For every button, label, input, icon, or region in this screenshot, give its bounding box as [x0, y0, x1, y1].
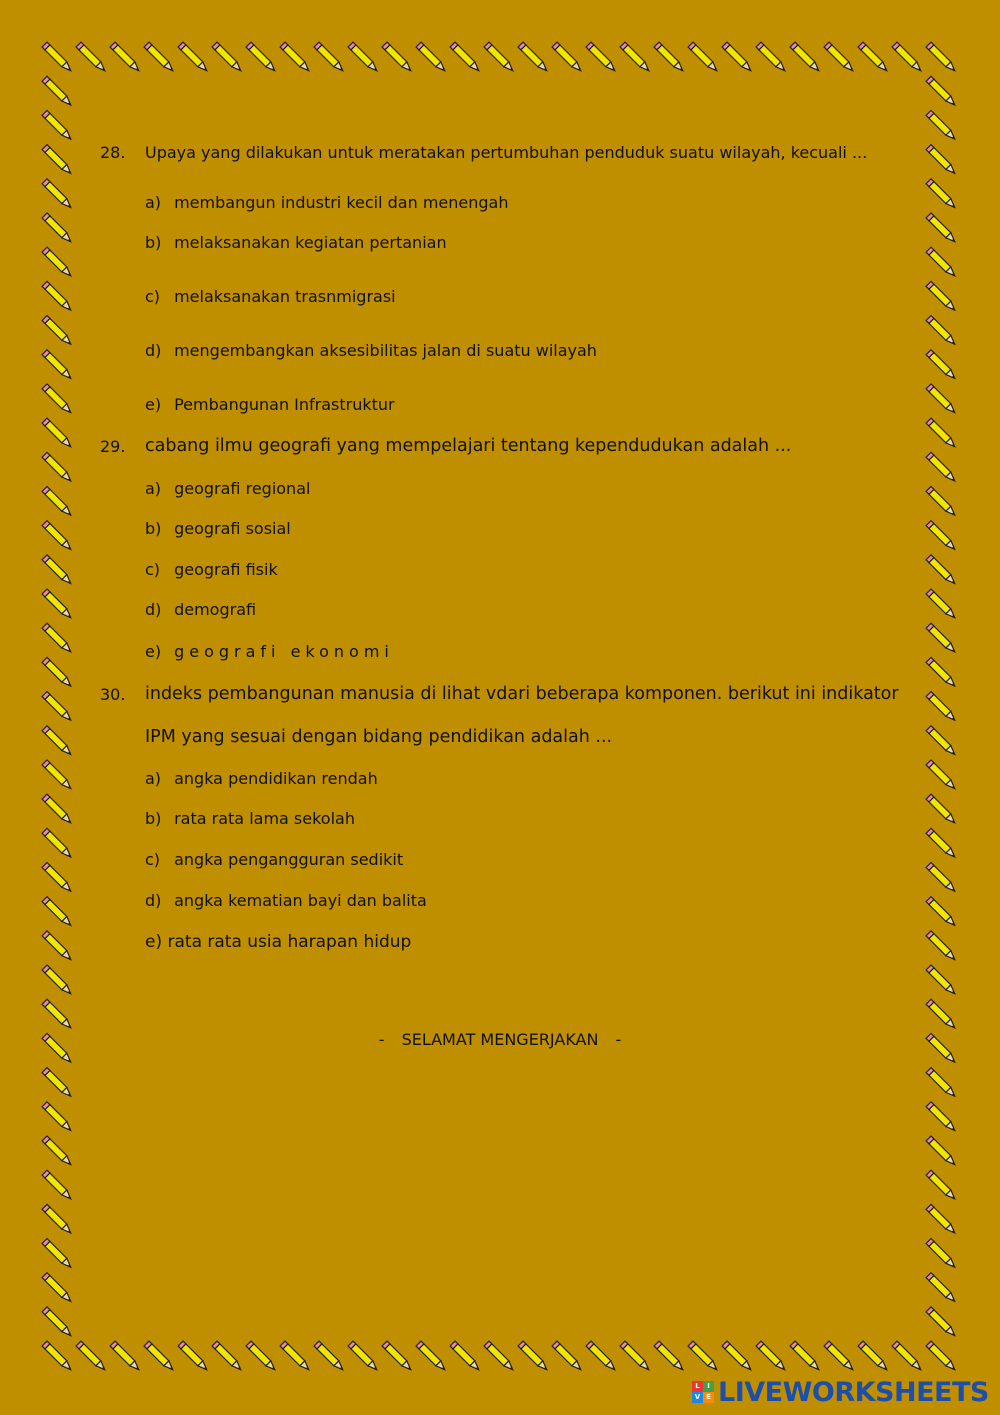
liveworksheets-name: LIVEWORKSHEETS [718, 1376, 989, 1408]
option-text: melaksanakan kegiatan pertanian [174, 233, 447, 252]
option-label: b) [145, 809, 162, 828]
question-number: 28. [100, 143, 126, 162]
option-label: b) [145, 519, 162, 538]
option-label: a) [145, 193, 162, 212]
option-label: e) [145, 932, 163, 952]
question-number: 30. [100, 685, 126, 704]
option-text: angka pengangguran sedikit [174, 850, 404, 869]
closing-dash-left: - [378, 1030, 385, 1049]
option-a[interactable] [145, 193, 509, 212]
option-text: Pembangunan Infrastruktur [174, 395, 395, 414]
closing-dash-right: - [615, 1030, 622, 1049]
option-label: e) [145, 642, 162, 661]
option-text: geografi sosial [174, 519, 291, 538]
question-text: cabang ilmu geografi yang mempelajari tentang kependudukan adalah ... [145, 436, 792, 456]
logo-letter: I [703, 1381, 714, 1392]
option-label: a) [145, 769, 162, 788]
option-text: geografi regional [174, 479, 311, 498]
option-d[interactable] [145, 341, 597, 360]
option-label: c) [145, 850, 161, 869]
question-text: Upaya yang dilakukan untuk meratakan pertumbuhan penduduk suatu wilayah, kecuali ... [145, 143, 868, 162]
liveworksheets-logo-icon [692, 1381, 714, 1403]
question-text-line-2: IPM yang sesuai dengan bidang pendidikan adalah ... [145, 727, 613, 747]
closing-message [0, 1030, 1000, 1049]
option-text: rata rata lama sekolah [174, 809, 355, 828]
logo-letter: E [703, 1392, 714, 1403]
option-text: melaksanakan trasnmigrasi [174, 287, 396, 306]
option-text: rata rata usia harapan hidup [167, 932, 412, 952]
option-d[interactable] [145, 600, 256, 619]
option-b[interactable] [145, 809, 355, 828]
question-text-line-1: indeks pembangunan manusia di lihat vdari beberapa komponen. berikut ini indikator [145, 684, 899, 704]
option-label: d) [145, 600, 162, 619]
option-label: d) [145, 891, 162, 910]
option-a[interactable] [145, 769, 378, 788]
option-text: geografi ekonomi [174, 642, 394, 661]
liveworksheets-brand [692, 1376, 992, 1408]
option-label: b) [145, 233, 162, 252]
option-a[interactable] [145, 479, 310, 498]
question-number: 29. [100, 437, 126, 456]
option-label: a) [145, 479, 162, 498]
option-b[interactable] [145, 519, 291, 538]
option-text: membangun industri kecil dan menengah [174, 193, 509, 212]
option-text: demografi [174, 600, 257, 619]
option-text: angka pendidikan rendah [174, 769, 378, 788]
option-label: c) [145, 287, 161, 306]
option-text: geografi fisik [174, 560, 278, 579]
logo-letter: V [692, 1392, 703, 1403]
option-e[interactable] [145, 395, 395, 414]
option-c[interactable] [145, 850, 403, 869]
option-label: d) [145, 341, 162, 360]
option-b[interactable] [145, 233, 447, 252]
closing-text: SELAMAT MENGERJAKAN [401, 1030, 599, 1049]
option-e[interactable] [145, 642, 394, 661]
option-e[interactable] [145, 932, 411, 952]
option-d[interactable] [145, 891, 427, 910]
option-c[interactable] [145, 287, 396, 306]
option-label: c) [145, 560, 161, 579]
option-label: e) [145, 395, 162, 414]
option-text: mengembangkan aksesibilitas jalan di suatu wilayah [174, 341, 597, 360]
option-text: angka kematian bayi dan balita [174, 891, 427, 910]
option-c[interactable] [145, 560, 278, 579]
logo-letter: L [692, 1381, 703, 1392]
